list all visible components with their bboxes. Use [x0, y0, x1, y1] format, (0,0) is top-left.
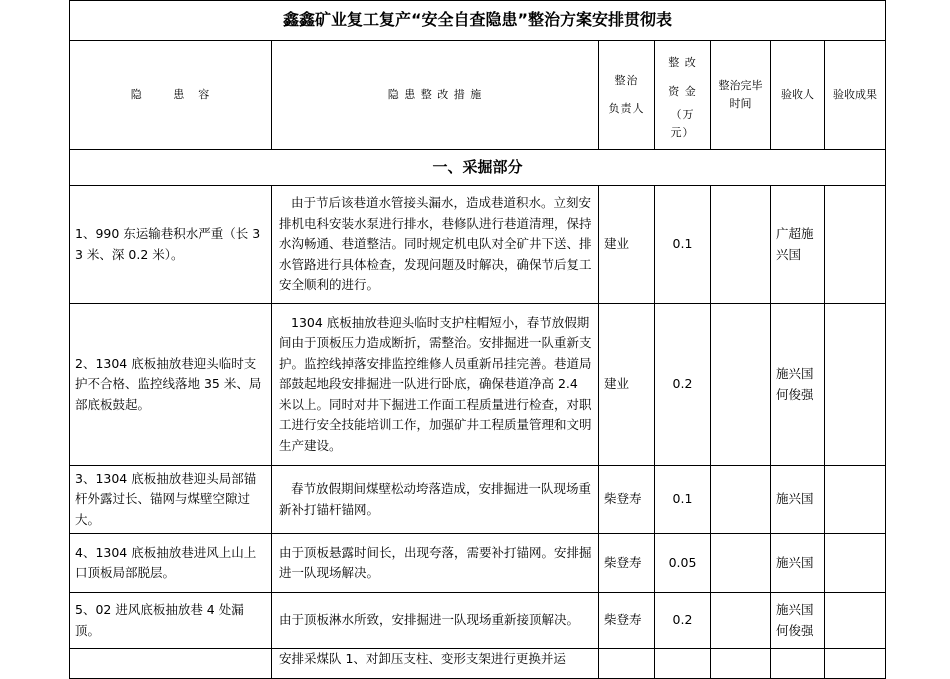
header-row: [70, 41, 886, 150]
title-row: [70, 1, 886, 41]
complete-time-cell: [711, 186, 771, 304]
acceptor-cell: [771, 649, 825, 679]
result-cell: [825, 649, 886, 679]
result-cell: [825, 304, 886, 466]
responsible-cell: 柴登寿: [599, 534, 655, 593]
measure-cell: 1304 底板抽放巷迎头临时支护柱帽短小，春节放假期间由于顶板压力造成断折，需整治。安排掘进一队重新支护。监控线掉落安排监控维修人员重新吊挂完善。巷道局部鼓起地段安排掘进一队进行卧底，确保巷道净高 2.4 米以上。同时对井下掘进工作面工程质量进行检查，对职工进行安全技能培训工作，加强矿井工程质量管理和文明生产建设。: [272, 304, 599, 466]
acceptor-cell: 施兴国何俊强: [771, 593, 825, 649]
acceptor-cell: 广超施兴国: [771, 186, 825, 304]
complete-time-cell: [711, 304, 771, 466]
complete-time-cell: [711, 466, 771, 534]
table-row: [70, 534, 886, 593]
table-row: [70, 649, 886, 679]
funds-cell: [655, 649, 711, 679]
table-row: [70, 466, 886, 534]
responsible-cell: [599, 649, 655, 679]
header-result: 验收成果: [825, 41, 886, 150]
header-hazard: 隐 患容: [70, 41, 272, 150]
result-cell: [825, 186, 886, 304]
responsible-cell: 柴登寿: [599, 466, 655, 534]
table-row: [70, 304, 886, 466]
header-funds: 整 改 资 金 （万 元）: [655, 41, 711, 150]
hazard-cell: 1、990 东运输巷积水严重（长 33 米、深 0.2 米）。: [70, 186, 272, 304]
measure-cell: 春节放假期间煤壁松动垮落造成，安排掘进一队现场重新补打锚杆锚网。: [272, 466, 599, 534]
hazard-cell: 5、02 进风底板抽放巷 4 处漏顶。: [70, 593, 272, 649]
complete-time-cell: [711, 649, 771, 679]
remediation-table: [69, 0, 886, 679]
funds-cell: 0.05: [655, 534, 711, 593]
measure-cell: 由于顶板悬露时间长，出现夸落，需要补打锚网。安排掘进一队现场解决。: [272, 534, 599, 593]
complete-time-cell: [711, 534, 771, 593]
acceptor-cell: 施兴国: [771, 534, 825, 593]
funds-cell: 0.1: [655, 186, 711, 304]
table-row: [70, 186, 886, 304]
hazard-cell: 2、1304 底板抽放巷迎头临时支护不合格、监控线落地 35 米、局部底板鼓起。: [70, 304, 272, 466]
table-row: [70, 593, 886, 649]
measure-cell: 由于顶板淋水所致，安排掘进一队现场重新接顶解决。: [272, 593, 599, 649]
result-cell: [825, 466, 886, 534]
header-measures: 隐 患 整 改 措 施: [272, 41, 599, 150]
remediation-table-sheet: [69, 0, 885, 672]
acceptor-cell: 施兴国何俊强: [771, 304, 825, 466]
section-title: 一、采掘部分: [70, 150, 886, 186]
funds-cell: 0.1: [655, 466, 711, 534]
header-complete-time: 整治完毕 时间: [711, 41, 771, 150]
measure-cell: 由于节后该巷道水管接头漏水，造成巷道积水。立刻安排机电科安装水泵进行排水，巷修队进行巷道清理，保持水沟畅通、巷道整洁。同时规定机电队对全矿井下送、排水管路进行具体检查，发现问题及时解决，确保节后复工安全顺利的进行。: [272, 186, 599, 304]
responsible-cell: 柴登寿: [599, 593, 655, 649]
header-responsible: 整治 负责人: [599, 41, 655, 150]
funds-cell: 0.2: [655, 304, 711, 466]
section-row: [70, 150, 886, 186]
hazard-cell: 4、1304 底板抽放巷进风上山上口顶板局部脱层。: [70, 534, 272, 593]
hazard-cell: 3、1304 底板抽放巷迎头局部锚杆外露过长、锚网与煤壁空隙过大。: [70, 466, 272, 534]
result-cell: [825, 534, 886, 593]
responsible-cell: 建业: [599, 186, 655, 304]
complete-time-cell: [711, 593, 771, 649]
result-cell: [825, 593, 886, 649]
hazard-cell: [70, 649, 272, 679]
table-title: 鑫鑫矿业复工复产“安全自查隐患”整治方案安排贯彻表: [70, 1, 886, 41]
responsible-cell: 建业: [599, 304, 655, 466]
funds-cell: 0.2: [655, 593, 711, 649]
acceptor-cell: 施兴国: [771, 466, 825, 534]
header-acceptor: 验收人: [771, 41, 825, 150]
measure-cell: 安排采煤队 1、对卸压支柱、变形支架进行更换并运: [272, 649, 599, 679]
